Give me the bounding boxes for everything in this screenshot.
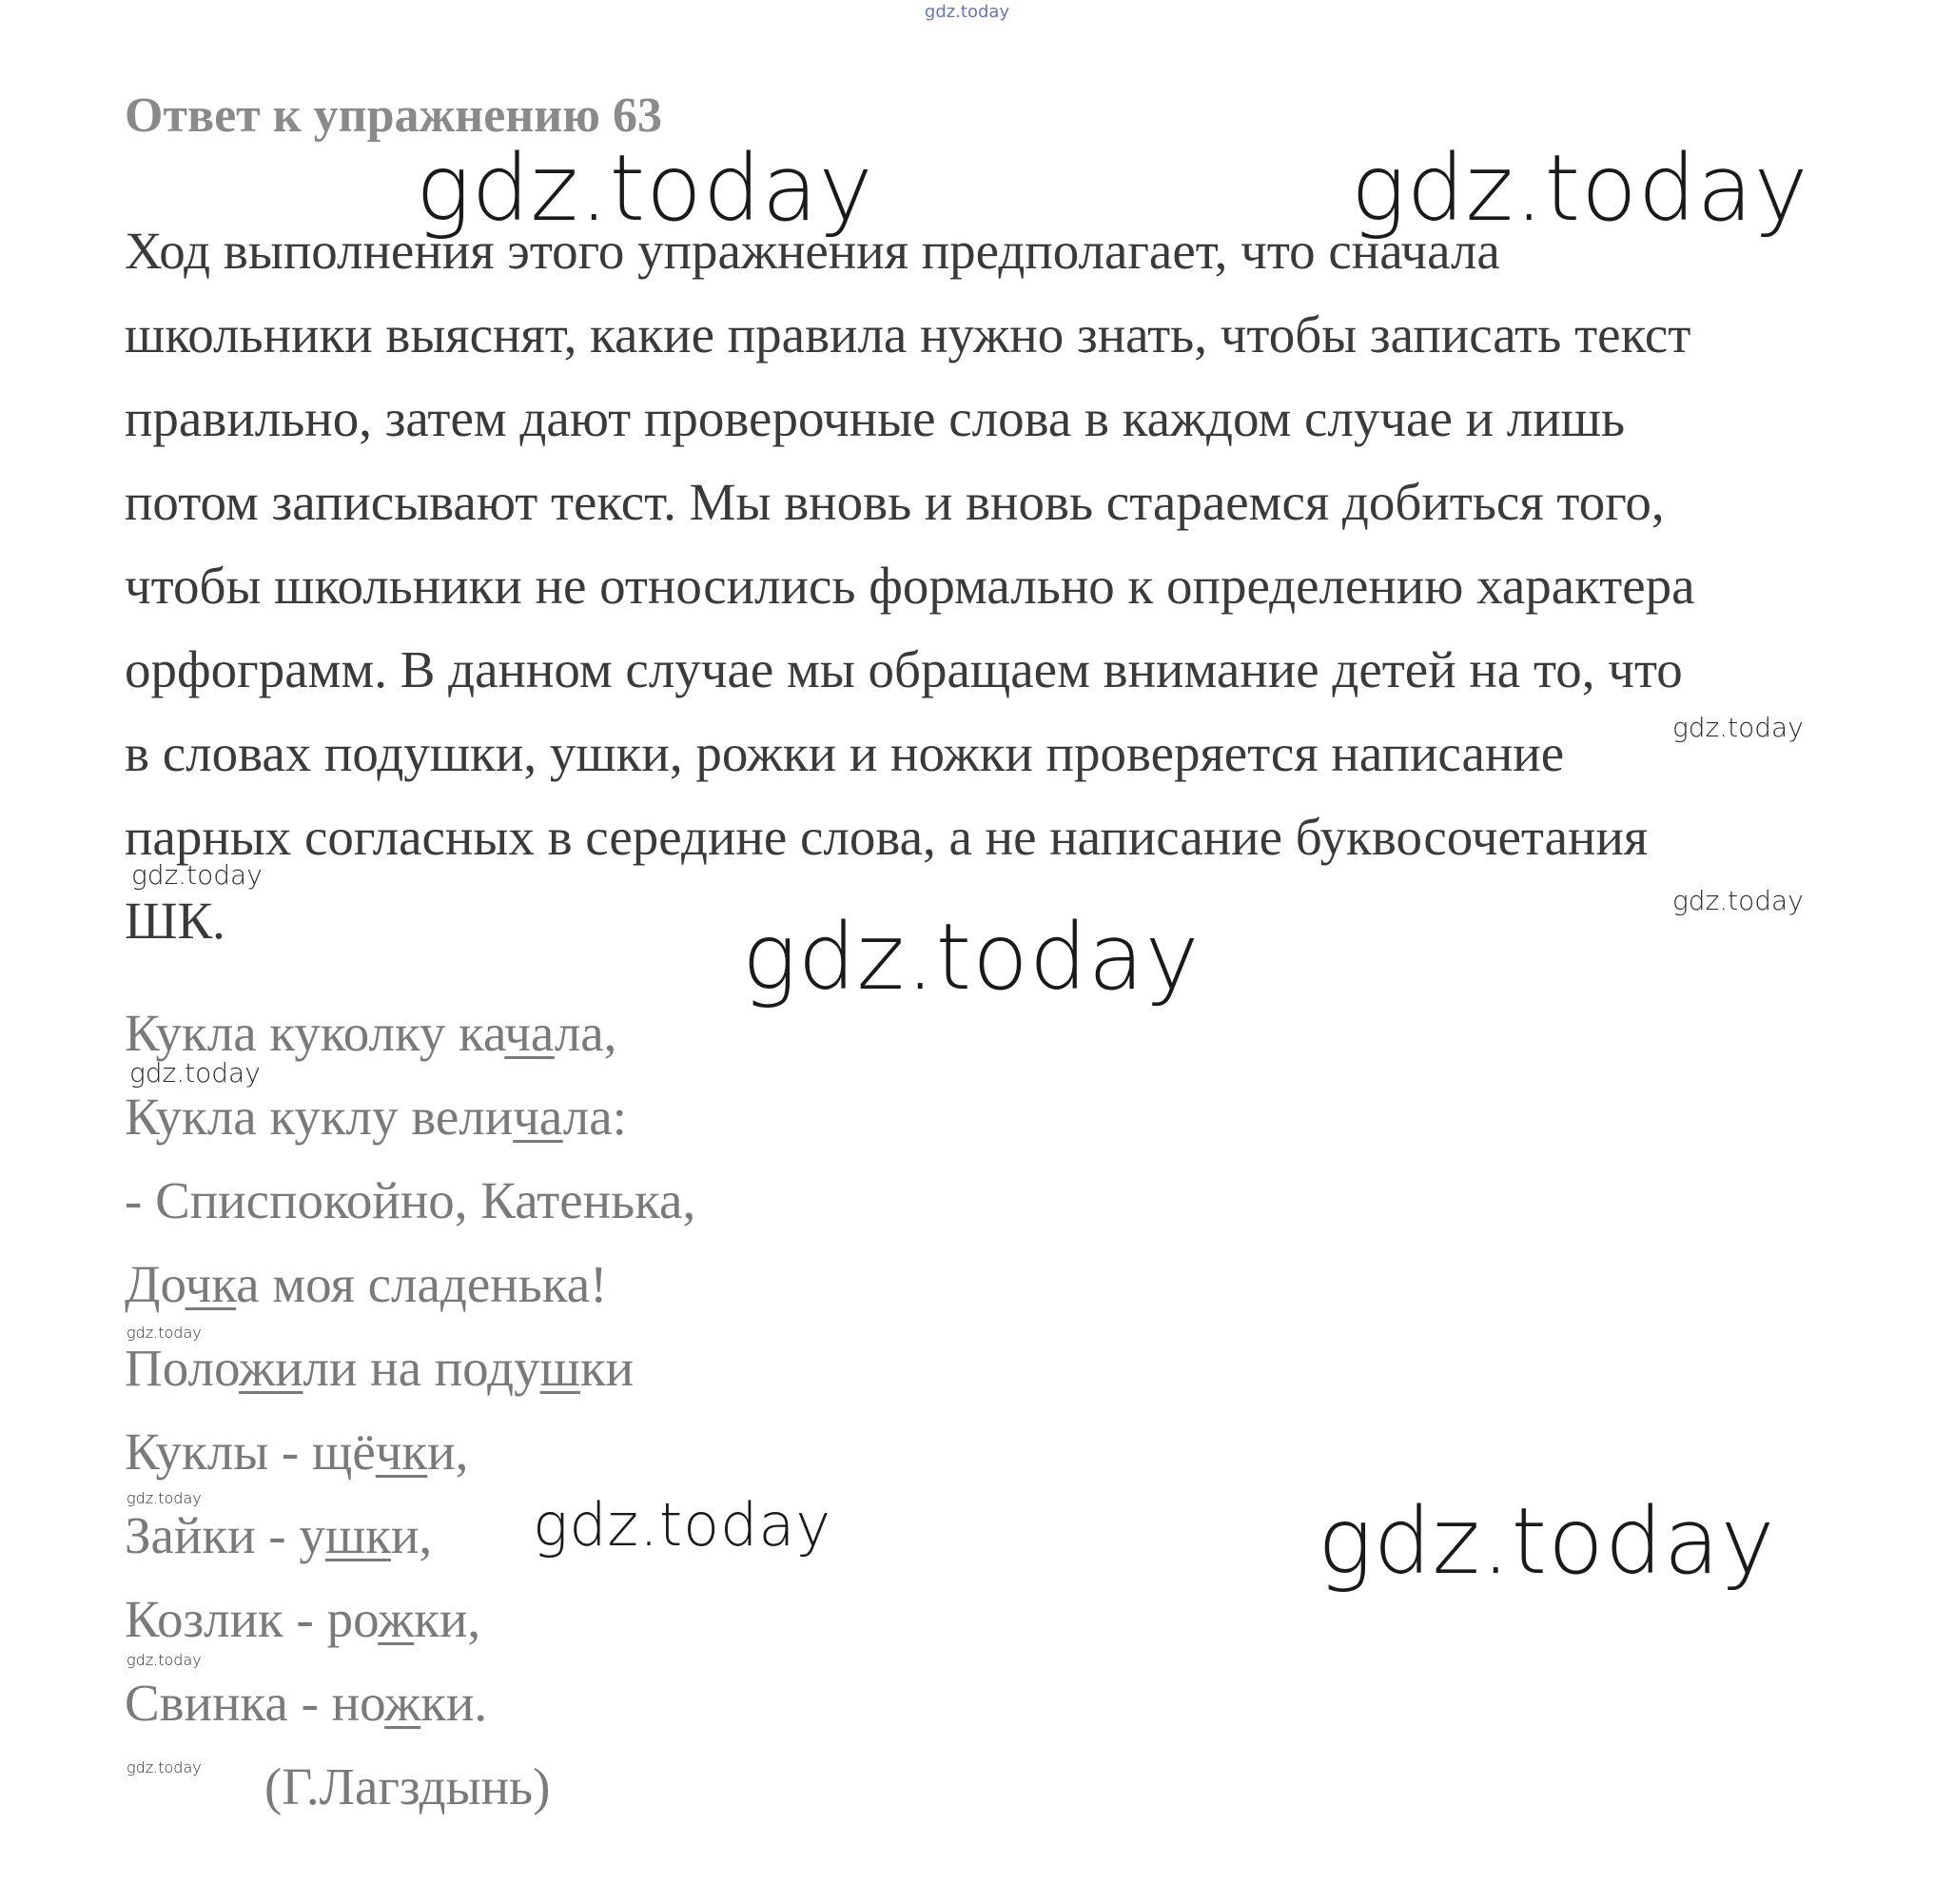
paragraph-line: орфограмм. В данном случае мы обращаем внимание детей на то, что: [125, 640, 1683, 698]
paragraph-line: парных согласных в середине слова, а не написание буквосочетания: [125, 808, 1649, 866]
watermark: gdz.today: [129, 1057, 261, 1089]
poem-author: (Г.Лагздынь): [264, 1757, 551, 1816]
watermark: gdz.today: [1351, 135, 1809, 242]
page-title: Ответ к упражнению 63: [125, 88, 662, 143]
poem-line: Положили на подушки: [125, 1339, 635, 1397]
poem-line: Куклы - щёчки,: [125, 1423, 469, 1481]
paragraph-line: Ход выполнения этого упражнения предполагает, что сначала: [125, 222, 1500, 280]
watermark: gdz.today: [127, 1324, 202, 1342]
paragraph-line: школьники выяснят, какие правила нужно знать, чтобы записать текст: [125, 305, 1691, 363]
poem-line: - Списпокойно, Катенька,: [125, 1171, 696, 1229]
watermark: gdz.today: [127, 1758, 202, 1776]
watermark: gdz.today: [416, 135, 874, 242]
watermark: gdz.today: [533, 1490, 832, 1560]
watermark: gdz.today: [127, 1651, 202, 1669]
paragraph-line: чтобы школьники не относились формально к определению характера: [125, 557, 1695, 615]
poem-line: Кукла куколку качала,: [125, 1004, 617, 1062]
paragraph-line: правильно, затем дают проверочные слова в каждом случае и лишь: [125, 389, 1626, 447]
watermark: gdz.today: [742, 904, 1201, 1011]
paragraph-line: потом записывают текст. Мы вновь и вновь стараемся добиться того,: [125, 473, 1665, 531]
top-watermark: gdz.today: [924, 2, 1010, 22]
poem-line: Зайки - ушки,: [125, 1506, 433, 1564]
poem-line: Свинка - ножки.: [125, 1674, 488, 1732]
watermark: gdz.today: [1318, 1488, 1776, 1595]
watermark: gdz.today: [127, 1489, 202, 1507]
poem-line: Дочка моя сладенька!: [125, 1255, 608, 1313]
poem-line: Кукла куклу величала:: [125, 1088, 627, 1146]
watermark: gdz.today: [1672, 712, 1804, 743]
poem-line: Козлик - рожки,: [125, 1590, 481, 1648]
paragraph-line: в словах подушки, ушки, рожки и ножки проверяется написание: [125, 724, 1565, 782]
paragraph-line: ШК.: [125, 892, 225, 950]
watermark: gdz.today: [131, 859, 263, 891]
watermark: gdz.today: [1672, 885, 1804, 916]
